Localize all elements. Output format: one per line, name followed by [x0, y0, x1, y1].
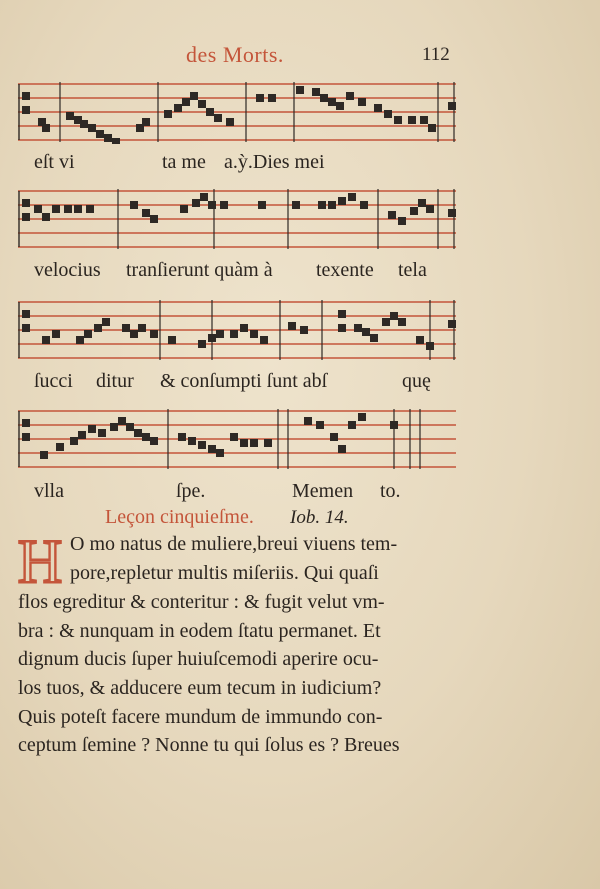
- neume-note: [288, 322, 296, 330]
- neume-note: [168, 336, 176, 344]
- neume-note: [164, 110, 172, 118]
- neume-note: [142, 433, 150, 441]
- neume-note: [426, 205, 434, 213]
- text-line: O mo natus de muliere,breui viuens tem-: [70, 533, 398, 555]
- neume-note: [94, 324, 102, 332]
- text-line: dignum ducis ſuper huiuſcemodi aperire ocu-: [18, 648, 379, 670]
- neume-note: [150, 215, 158, 223]
- neume-note: [214, 114, 222, 122]
- neume-note: [398, 318, 406, 326]
- neume-note: [312, 88, 320, 96]
- neume-note: [98, 429, 106, 437]
- lyric-syllable: & conſumpti ſunt abſ: [160, 370, 328, 392]
- staff-2-notation: [18, 183, 456, 251]
- neume-note: [304, 417, 312, 425]
- neume-note: [66, 112, 74, 120]
- neume-note: [346, 92, 354, 100]
- music-staff-1: [18, 76, 456, 144]
- neume-note: [96, 130, 104, 138]
- neume-note: [370, 334, 378, 342]
- neume-note: [292, 201, 300, 209]
- staff-4-notation: [18, 403, 456, 471]
- music-staff-4: [18, 403, 456, 471]
- neume-note: [420, 116, 428, 124]
- neume-note: [40, 451, 48, 459]
- neume-note: [300, 326, 308, 334]
- neume-note: [258, 201, 266, 209]
- neume-note: [448, 102, 456, 110]
- neume-note: [192, 199, 200, 207]
- neume-note: [126, 423, 134, 431]
- lyric-syllable: quę: [402, 370, 431, 392]
- neume-note: [382, 318, 390, 326]
- neume-note: [190, 92, 198, 100]
- neume-note: [52, 205, 60, 213]
- neume-note: [416, 336, 424, 344]
- neume-note: [86, 205, 94, 213]
- neume-note: [200, 193, 208, 201]
- neume-note: [102, 318, 110, 326]
- neume-note: [88, 425, 96, 433]
- lyric-syllable: velocius: [34, 259, 101, 281]
- neume-note: [338, 197, 346, 205]
- neume-note: [394, 116, 402, 124]
- page-number: 112: [422, 44, 450, 65]
- lyric-syllable: ſpe.: [176, 480, 206, 502]
- neume-note: [398, 217, 406, 225]
- neume-note: [354, 324, 362, 332]
- neume-note: [56, 443, 64, 451]
- neume-note: [122, 324, 130, 332]
- neume-note: [338, 310, 346, 318]
- text-line: ceptum ſemine ? Nonne tu qui ſolus es ? Breues: [18, 734, 400, 756]
- neume-note: [338, 324, 346, 332]
- text-line: flos egreditur & conteritur : & fugit velut vm-: [18, 591, 385, 613]
- neume-note: [360, 201, 368, 209]
- neume-note: [426, 342, 434, 350]
- neume-note: [64, 205, 72, 213]
- neume-note: [182, 98, 190, 106]
- neume-note: [104, 134, 112, 142]
- neume-note: [330, 433, 338, 441]
- neume-note: [418, 199, 426, 207]
- neume-note: [118, 417, 126, 425]
- neume-note: [264, 439, 272, 447]
- neume-note: [336, 102, 344, 110]
- neume-note: [318, 201, 326, 209]
- neume-note: [22, 199, 30, 207]
- neume-note: [296, 86, 304, 94]
- lyric-syllable: ta me: [162, 151, 206, 173]
- neume-note: [22, 324, 30, 332]
- lyric-syllable: tela: [398, 259, 427, 281]
- neume-note: [84, 330, 92, 338]
- neume-note: [256, 94, 264, 102]
- lyric-syllable: vlla: [34, 480, 64, 502]
- neume-note: [112, 138, 120, 144]
- neume-note: [250, 439, 258, 447]
- neume-note: [388, 211, 396, 219]
- neume-note: [142, 209, 150, 217]
- neume-note: [42, 124, 50, 132]
- neume-note: [76, 336, 84, 344]
- text-line: Quis poteſt facere mundum de immundo con-: [18, 706, 383, 728]
- music-staff-3: [18, 294, 456, 362]
- staff-3-notation: [18, 294, 456, 362]
- neume-note: [374, 104, 382, 112]
- neume-note: [362, 328, 370, 336]
- neume-note: [338, 445, 346, 453]
- neume-note: [448, 209, 456, 217]
- neume-note: [174, 104, 182, 112]
- neume-note: [240, 324, 248, 332]
- neume-note: [134, 429, 142, 437]
- neume-note: [42, 213, 50, 221]
- neume-note: [216, 449, 224, 457]
- neume-note: [78, 431, 86, 439]
- neume-note: [150, 330, 158, 338]
- page-header: [0, 40, 600, 70]
- lyric-syllable: texente: [316, 259, 374, 281]
- neume-note: [206, 108, 214, 116]
- neume-note: [216, 330, 224, 338]
- neume-note: [88, 124, 96, 132]
- text-line: pore,repletur multis miſeriis. Qui quaſi: [70, 562, 379, 584]
- neume-note: [226, 118, 234, 126]
- initial-letter: H: [18, 530, 62, 590]
- lyric-syllable: Memen: [292, 480, 354, 502]
- neume-note: [220, 201, 228, 209]
- neume-note: [42, 336, 50, 344]
- neume-note: [198, 100, 206, 108]
- neume-note: [22, 433, 30, 441]
- neume-note: [138, 324, 146, 332]
- neume-note: [320, 94, 328, 102]
- neume-note: [250, 330, 258, 338]
- music-staff-2: [18, 183, 456, 251]
- neume-note: [130, 330, 138, 338]
- neume-note: [110, 423, 118, 431]
- neume-note: [142, 118, 150, 126]
- text-line: los tuos, & adducere eum tecum in iudicium?: [18, 677, 382, 699]
- neume-note: [390, 312, 398, 320]
- neume-note: [52, 330, 60, 338]
- neume-note: [230, 433, 238, 441]
- neume-note: [180, 205, 188, 213]
- neume-note: [22, 106, 30, 114]
- neume-note: [70, 437, 78, 445]
- neume-note: [240, 439, 248, 447]
- neume-note: [150, 437, 158, 445]
- neume-note: [34, 205, 42, 213]
- neume-note: [22, 92, 30, 100]
- neume-note: [74, 205, 82, 213]
- lyric-syllable: a.ỳ.Dies mei: [224, 151, 325, 173]
- neume-note: [348, 421, 356, 429]
- neume-note: [316, 421, 324, 429]
- neume-note: [178, 433, 186, 441]
- neume-note: [188, 437, 196, 445]
- neume-note: [390, 421, 398, 429]
- lyric-syllable: eſt vi: [34, 151, 75, 173]
- lesson-heading: Leçon cinquieſme.: [105, 506, 254, 528]
- neume-note: [208, 201, 216, 209]
- neume-note: [328, 98, 336, 106]
- neume-note: [198, 340, 206, 348]
- staff-1-notation: [18, 76, 456, 144]
- neume-note: [428, 124, 436, 132]
- neume-note: [260, 336, 268, 344]
- neume-note: [408, 116, 416, 124]
- neume-note: [448, 320, 456, 328]
- neume-note: [80, 120, 88, 128]
- neume-note: [208, 334, 216, 342]
- neume-note: [208, 445, 216, 453]
- neume-note: [358, 98, 366, 106]
- running-head: des Morts.: [186, 42, 284, 67]
- lyric-syllable: tranſierunt quàm à: [126, 259, 273, 281]
- initial-letter-graphic: [18, 530, 62, 590]
- neume-note: [348, 193, 356, 201]
- lyric-syllable: to.: [380, 480, 401, 502]
- neume-note: [22, 310, 30, 318]
- neume-note: [230, 330, 238, 338]
- neume-note: [22, 213, 30, 221]
- decorated-initial: [18, 530, 62, 590]
- lyric-syllable: ſucci: [34, 370, 73, 392]
- neume-note: [384, 110, 392, 118]
- scripture-reference: Iob. 14.: [290, 507, 349, 528]
- neume-note: [358, 413, 366, 421]
- neume-note: [268, 94, 276, 102]
- neume-note: [130, 201, 138, 209]
- neume-note: [328, 201, 336, 209]
- neume-note: [198, 441, 206, 449]
- text-line: bra : & nunquam in eodem ſtatu permanet. Et: [18, 620, 381, 642]
- lyric-syllable: ditur: [96, 370, 134, 392]
- neume-note: [410, 207, 418, 215]
- neume-note: [22, 419, 30, 427]
